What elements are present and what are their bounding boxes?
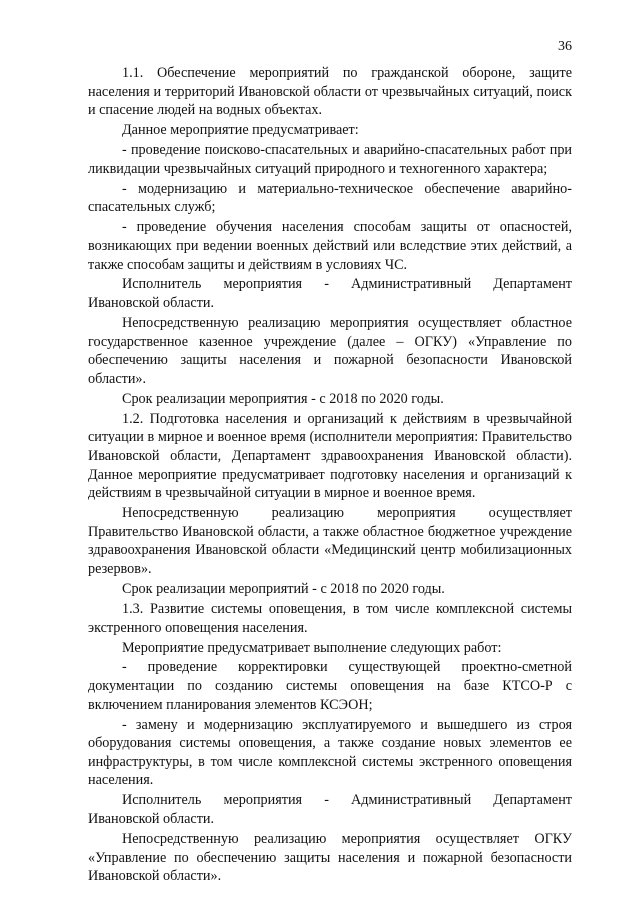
- paragraph-implementation-1-3: Непосредственную реализацию мероприятия осуществляет ОГКУ «Управление по обеспечению защиты населения и пожарной безопасности Ивановской области».: [88, 831, 572, 885]
- paragraph-intro-1-1: Данное мероприятие предусматривает:: [122, 122, 359, 139]
- paragraph-1-3-title: 1.3. Развитие системы оповещения, в том числе комплексной системы экстренного оповещения населения.: [88, 600, 572, 636]
- paragraph-implementation-1-2: Непосредственную реализацию мероприятия осуществляет Правительство Ивановской области, а также областное бюджетное учреждение здравоохранения Ивановской области «Медицинский центр мобилизационных резервов».: [88, 505, 572, 577]
- list-item-replacement: - замену и модернизацию эксплуатируемого и вышедшего из строя оборудования системы оповещения, а также создание новых элементов ее инфраструктуры, в том числе комплексной системы экстренного оповещения населения.: [88, 716, 572, 789]
- list-item-correction: - проведение корректировки существующей проектно-сметной документации по созданию системы оповещения на базе КТСО-Р с включением планирования элементов КСЭОН;: [88, 659, 572, 713]
- paragraph-term-1-1: Срок реализации мероприятия - с 2018 по 2020 годы.: [122, 390, 444, 407]
- list-item-rescue-works: - проведение поисково-спасательных и аварийно-спасательных работ при ликвидации чрезвычайных ситуаций природного и техногенного характера;: [88, 142, 572, 177]
- page-number: 36: [558, 39, 572, 54]
- paragraph-1-1-title: 1.1. Обеспечение мероприятий по гражданской обороне, защите населения и территорий Ивановской области от чрезвычайных ситуаций, поиск и спасение людей на водных объектах.: [88, 65, 572, 119]
- paragraph-executor-1-1: Исполнитель мероприятия - Административный Департамент Ивановской области.: [88, 276, 572, 312]
- paragraph-term-1-2: Срок реализации мероприятий - с 2018 по 2020 годы.: [122, 580, 445, 597]
- paragraph-1-2-title: 1.2. Подготовка населения и организаций к действиям в чрезвычайной ситуации в мирное и военное время (исполнители мероприятия: Правительство Ивановской области, Департамент здравоохранения Ивановской области). Данное мероприятие предусматривает подготовку населения и организаций к действиям в чрезвычайной ситуации в мирное и военное время.: [88, 410, 572, 502]
- document-body: [88, 64, 572, 887]
- list-item-modernization: - модернизацию и материально-техническое обеспечение аварийно-спасательных служб;: [88, 180, 572, 216]
- list-item-training: - проведение обучения населения способам защиты от опасностей, возникающих при ведении военных действий или вследствие этих действий, а также способам защиты и действиям в условиях ЧС.: [88, 219, 572, 273]
- paragraph-executor-1-3: Исполнитель мероприятия - Административный Департамент Ивановской области.: [88, 792, 572, 828]
- paragraph-intro-1-3: Мероприятие предусматривает выполнение следующих работ:: [122, 639, 502, 656]
- paragraph-implementation-1-1: Непосредственную реализацию мероприятия осуществляет областное государственное казенное учреждение (далее – ОГКУ) «Управление по обеспечению защиты населения и пожарной безопасности Ивановской области».: [88, 315, 572, 387]
